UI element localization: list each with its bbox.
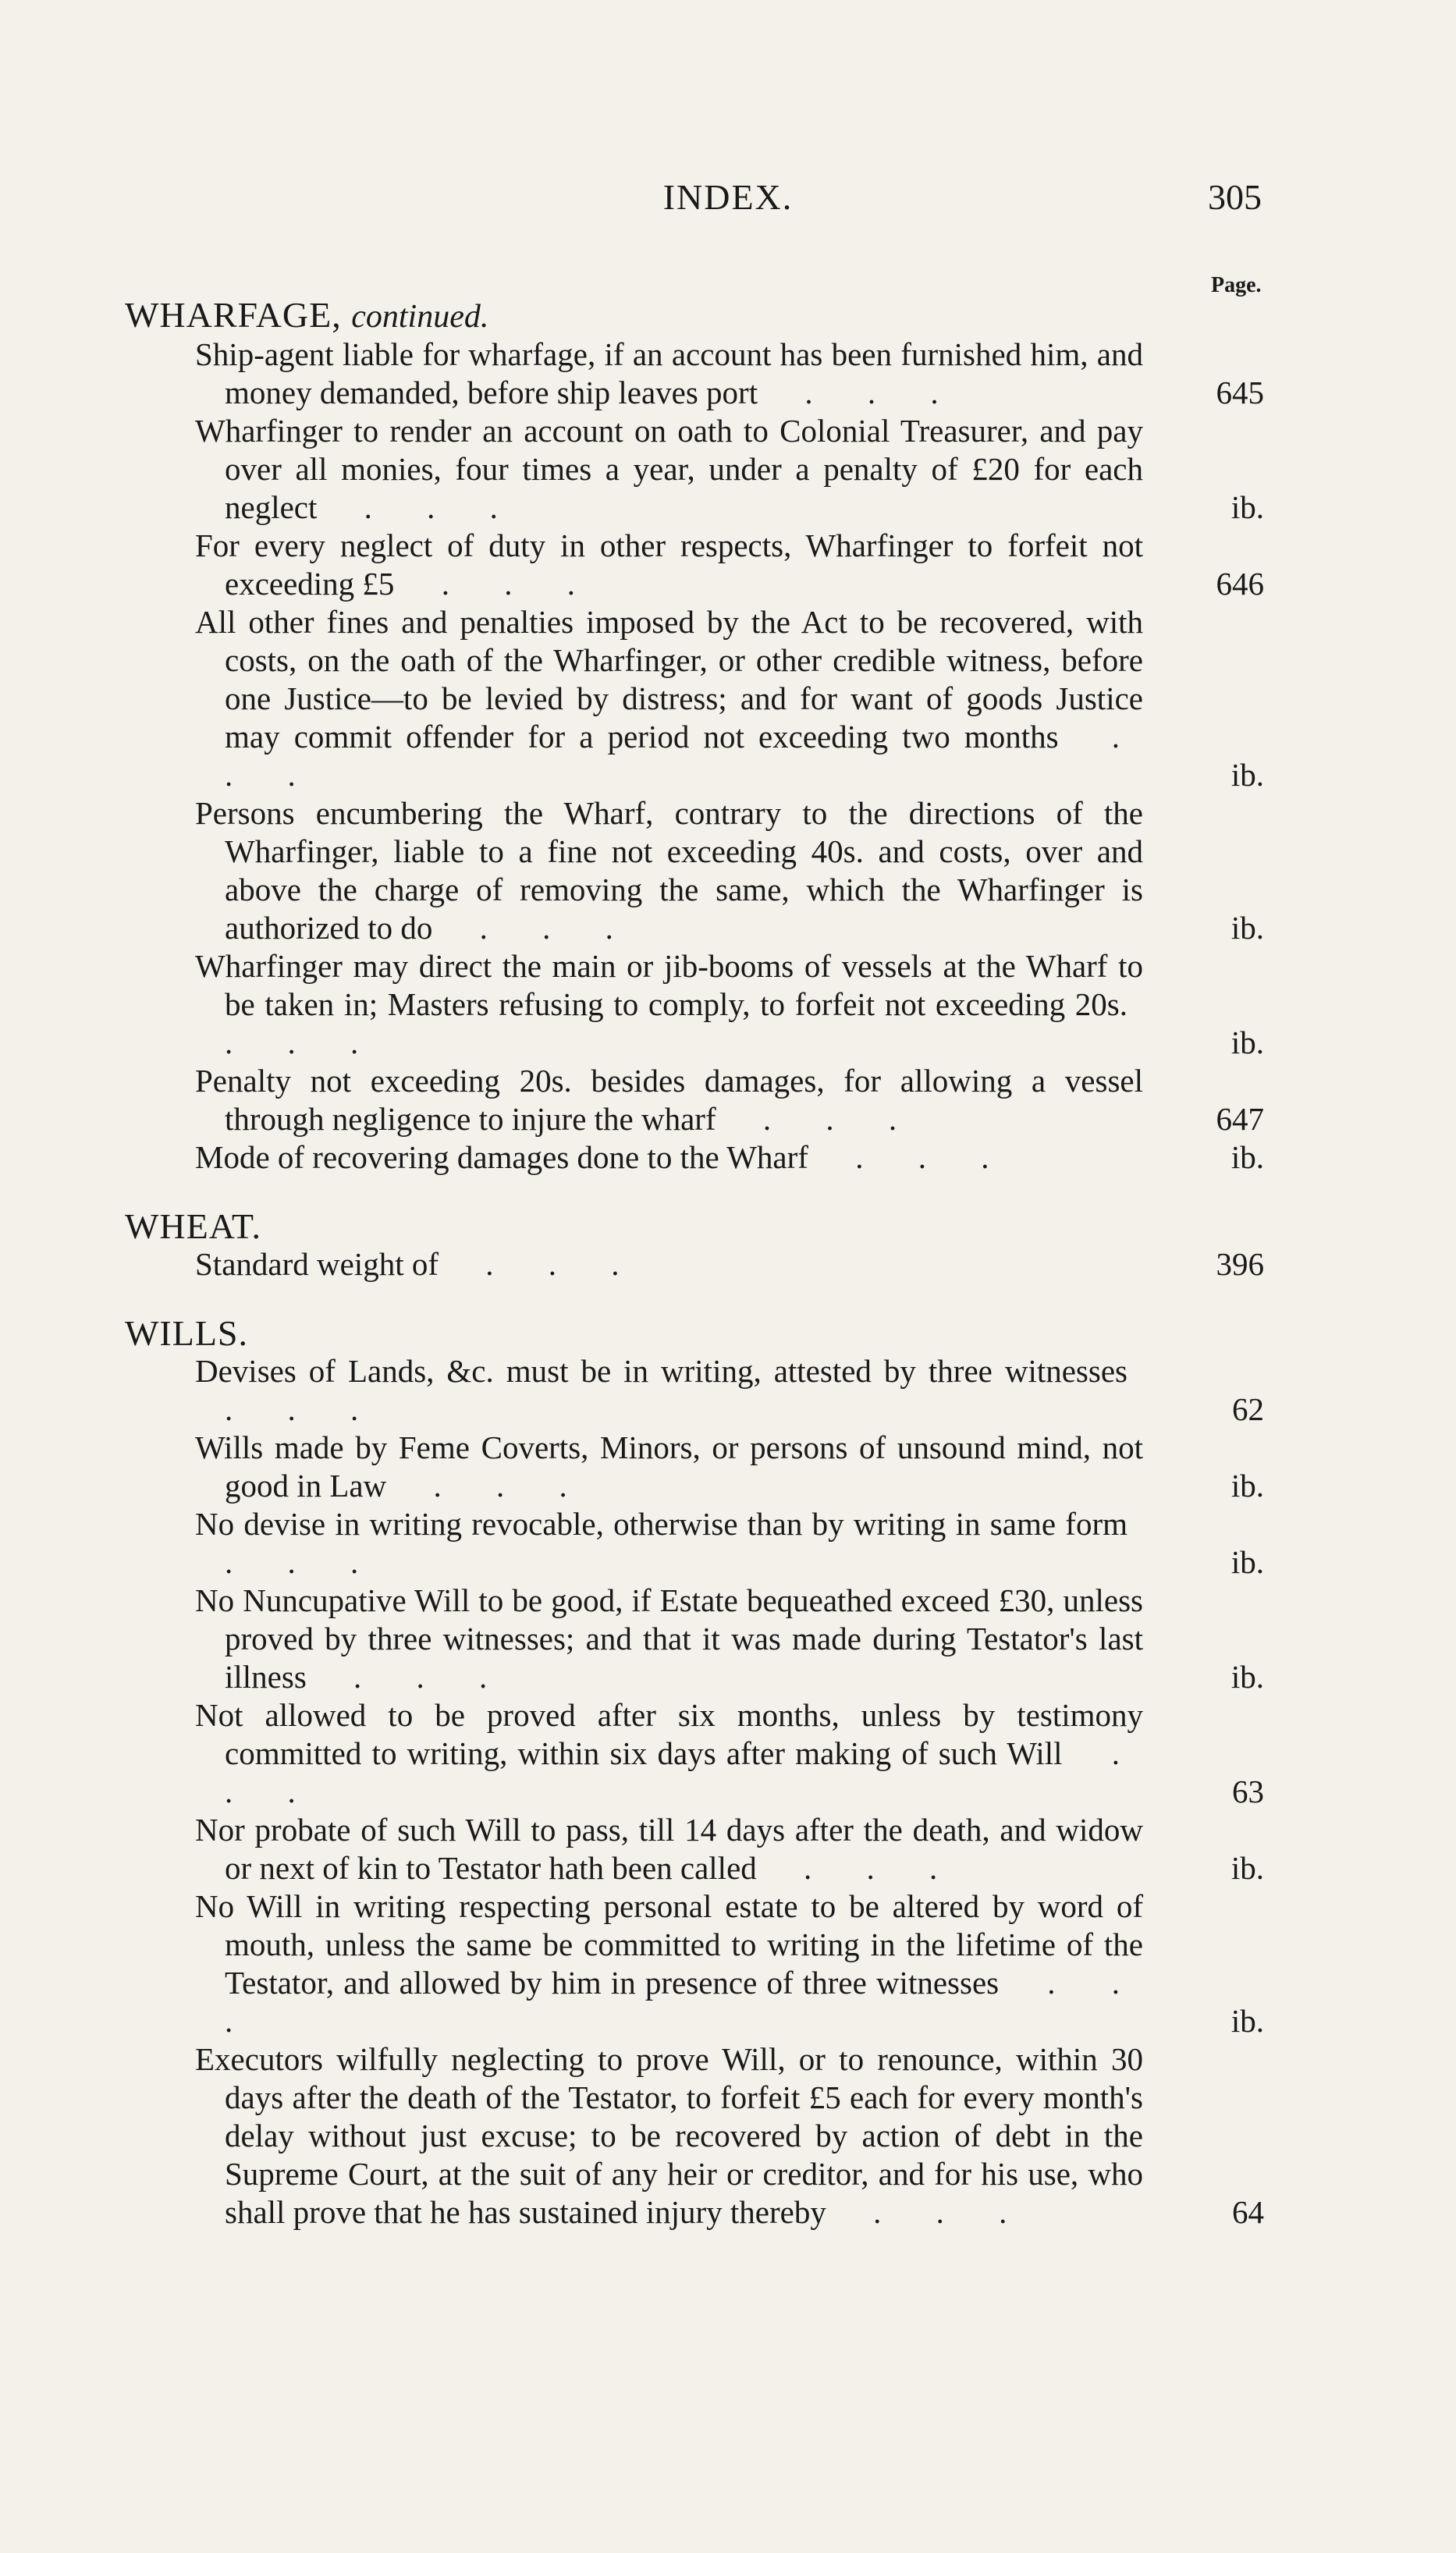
index-entry: [195, 1696, 1264, 1811]
entry-page-ref: 647: [1216, 1101, 1264, 1137]
leader-dots: . . .: [823, 1139, 1013, 1175]
leader-dots: . . .: [225, 1391, 382, 1427]
index-body: [125, 296, 1264, 2263]
page-header: [0, 176, 1456, 231]
index-entry: [195, 1352, 1264, 1429]
entry-text: Devises of Lands, &c. must be in writing, attested by three witnesses: [195, 1353, 1128, 1389]
entry-text: No Will in writing respecting personal estate to be altered by word of mouth, unless the same be committed to writing in the lifetime of the Testator, and allowed by him in presence of three witnesses: [195, 1888, 1143, 2001]
section-heading: [125, 296, 1264, 336]
entry-page-ref: ib.: [1230, 757, 1264, 793]
section-heading-suffix: continued.: [351, 299, 489, 335]
page-number: 305: [1208, 177, 1262, 217]
entry-page-ref: ib.: [1230, 1468, 1264, 1504]
entry-text: Wharfinger may direct the main or jib-booms of vessels at the Wharf to be taken in; Masters refusing to comply, to forfeit not exceeding 20s.: [195, 948, 1143, 1022]
entry-page-ref: 646: [1216, 566, 1264, 602]
entry-page-ref: ib.: [1230, 2003, 1264, 2039]
index-entry: [195, 2040, 1264, 2232]
entry-text: No devise in writing revocable, otherwise than by writing in same form: [195, 1506, 1128, 1542]
entry-text: All other fines and penalties imposed by the Act to be recovered, with costs, on the oath of the Wharfinger, or other credible witness, before one Justice—to be levied by distress; and for want of goods Justice may commit offender for a period not exceeding two months: [195, 604, 1143, 755]
entry-page-ref: 396: [1216, 1246, 1264, 1282]
entry-text: Mode of recovering damages done to the Wharf: [195, 1139, 808, 1175]
entry-page-ref: ib.: [1230, 910, 1264, 946]
entry-page-ref: 63: [1232, 1774, 1264, 1809]
entry-text: Standard weight of: [195, 1246, 439, 1282]
index-entry: [195, 1245, 1264, 1284]
entry-page-ref: ib.: [1230, 489, 1264, 525]
entry-page-ref: ib.: [1230, 1139, 1264, 1175]
leader-dots: . . .: [225, 1024, 382, 1060]
leader-dots: . . .: [332, 489, 521, 525]
index-entry: [195, 947, 1264, 1062]
index-entry: [195, 336, 1264, 412]
leader-dots: . . .: [225, 1544, 382, 1580]
section-heading: [125, 1315, 1264, 1352]
entry-page-ref: 645: [1216, 375, 1264, 410]
section-heading-text: WILLS.: [125, 1313, 249, 1353]
section-heading-text: WHEAT.: [125, 1206, 262, 1246]
entry-text: Ship-agent liable for wharfage, if an account has been furnished him, and money demanded, before ship leaves port: [195, 336, 1143, 410]
leader-dots: . . .: [410, 566, 598, 602]
leader-dots: . . .: [731, 1101, 921, 1137]
running-head: INDEX.: [662, 177, 794, 217]
entry-page-ref: ib.: [1230, 1544, 1264, 1580]
entry-text: Penalty not exceeding 20s. besides damages, for allowing a vessel through negligence to injure the wharf: [195, 1063, 1143, 1137]
index-entry: [195, 794, 1264, 947]
index-entry: [195, 1505, 1264, 1582]
leader-dots: . . .: [225, 719, 1143, 793]
leader-dots: . . .: [773, 375, 962, 410]
page-column-label: Page.: [1211, 273, 1262, 297]
entry-page-ref: ib.: [1230, 1024, 1264, 1060]
entry-page-ref: 62: [1232, 1391, 1264, 1427]
index-entry: [195, 1138, 1264, 1177]
section-heading-text: WHARFAGE,: [125, 295, 342, 335]
leader-dots: . . .: [225, 1735, 1143, 1809]
entry-text: Wharfinger to render an account on oath to Colonial Treasurer, and pay over all monies, four times a year, under a penalty of £20 for each neglect: [195, 413, 1143, 525]
index-section: [125, 296, 1264, 1177]
leader-dots: . . .: [841, 2194, 1031, 2230]
index-entry: [195, 412, 1264, 527]
leader-dots: . . .: [402, 1468, 591, 1504]
index-entry: [195, 1887, 1264, 2040]
index-entry: [195, 1582, 1264, 1696]
entry-text: Not allowed to be proved after six months, unless by testimony committed to writing, within six days after making of such Will: [195, 1697, 1143, 1771]
leader-dots: . . .: [225, 1965, 1143, 2039]
index-entry: [195, 527, 1264, 603]
entry-text: Wills made by Feme Coverts, Minors, or persons of unsound mind, not good in Law: [195, 1429, 1143, 1504]
leader-dots: . . .: [448, 910, 637, 946]
entry-text: Persons encumbering the Wharf, contrary to the directions of the Wharfinger, liable to a fine not exceeding 40s. and costs, over and above the charge of removing the same, which the Wharfinger is authorized to do: [195, 795, 1143, 946]
entry-page-ref: 64: [1232, 2194, 1264, 2230]
leader-dots: . . .: [772, 1850, 961, 1886]
index-entry: [195, 1811, 1264, 1887]
entry-text: Nor probate of such Will to pass, till 14 days after the death, and widow or next of kin to Testator hath been called: [195, 1812, 1143, 1886]
index-section: [125, 1208, 1264, 1284]
index-entry: [195, 603, 1264, 794]
leader-dots: . . .: [453, 1246, 643, 1282]
entry-text: For every neglect of duty in other respects, Wharfinger to forfeit not exceeding £5: [195, 527, 1143, 602]
entry-text: Executors wilfully neglecting to prove Will, or to renounce, within 30 days after the death of the Testator, to forfeit £5 each for every month's delay without just excuse; to be recovered by action of debt in the Supreme Court, at the suit of any heir or creditor, and for his use, who shall prove that he has sustained injury thereby: [195, 2041, 1143, 2230]
index-entry: [195, 1429, 1264, 1505]
entry-page-ref: ib.: [1230, 1850, 1264, 1886]
section-heading: [125, 1208, 1264, 1245]
leader-dots: . . .: [321, 1659, 511, 1695]
index-section: [125, 1315, 1264, 2232]
index-entry: [195, 1062, 1264, 1138]
entry-text: No Nuncupative Will to be good, if Estate bequeathed exceed £30, unless proved by three witnesses; and that it was made during Testator's last illness: [195, 1582, 1143, 1695]
entry-page-ref: ib.: [1230, 1659, 1264, 1695]
